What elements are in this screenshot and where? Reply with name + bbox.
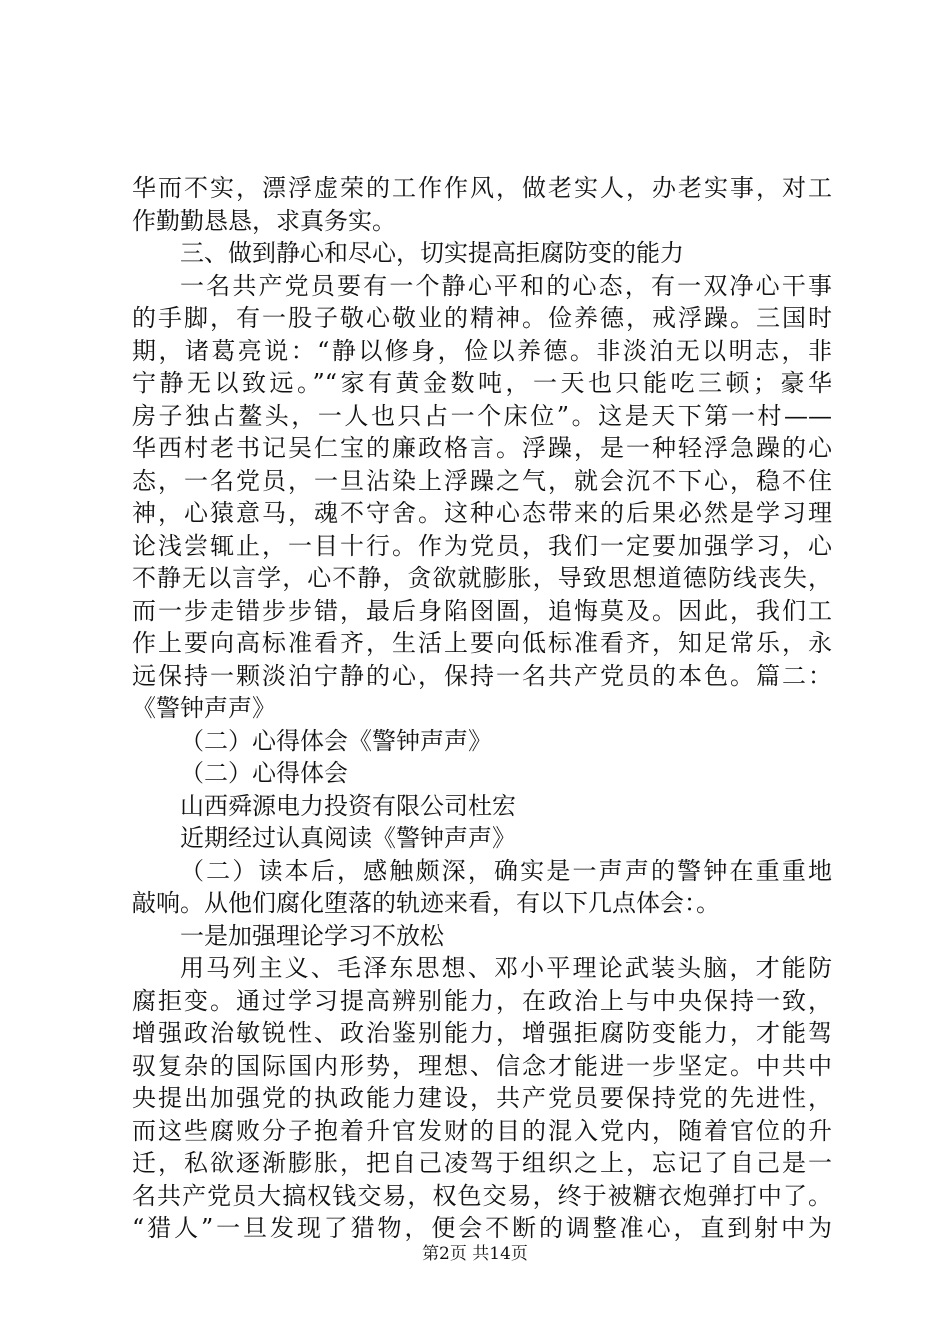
text-line: 态，一名党员，一旦沾染上浮躁之气，就会沉不下心，稳不住 (132, 466, 832, 495)
text-line: 一名共产党员要有一个静心平和的心态，有一双净心干事 (180, 271, 832, 300)
text-line: 腐拒变。通过学习提高辨别能力，在政治上与中央保持一致， (132, 986, 832, 1015)
text-line: 迁，私欲逐渐膨胀，把自己凌驾于组织之上，忘记了自己是一 (132, 1149, 832, 1177)
text-line: 房子独占鳌头，一人也只占一个床位”。这是天下第一村—— (132, 401, 832, 430)
text-line: 《警钟声声》 (132, 694, 276, 722)
text-line: 华西村老书记吴仁宝的廉政格言。浮躁，是一种轻浮急躁的心 (132, 434, 832, 462)
author-line: 山西舜源电力投资有限公司杜宏 (180, 791, 516, 820)
text-line: 远保持一颗淡泊宁静的心，保持一名共产党员的本色。篇二： (132, 661, 832, 690)
text-line: 的手脚，有一股子敬心敬业的精神。俭养德，戒浮躁。三国时 (132, 304, 832, 332)
text-line: 不静无以言学，心不静，贪欲就膨胀，导致思想道德防线丧失， (132, 564, 832, 592)
text-line: 增强政治敏锐性、政治鉴别能力，增强拒腐防变能力，才能驾 (132, 1019, 832, 1047)
subheading: （二）心得体会《警钟声声》 (180, 726, 492, 755)
page-number-footer: 第2页 共14页 (422, 1244, 528, 1264)
text-line: “猎人”一旦发现了猎物，便会不断的调整准心，直到射中为 (132, 1214, 832, 1242)
text-line: 作勤勤恳恳，求真务实。 (132, 206, 396, 235)
text-line: 名共产党员大搞权钱交易，权色交易，终于被糖衣炮弹打中了。 (132, 1181, 832, 1210)
text-line: 作上要向高标准看齐，生活上要向低标准看齐，知足常乐，永 (132, 629, 832, 657)
text-line: 敲响。从他们腐化堕落的轨迹来看，有以下几点体会：。 (132, 889, 720, 917)
section-heading: 三、做到静心和尽心，切实提高拒腐防变的能力 (180, 239, 684, 267)
text-line: 央提出加强党的执政能力建设，共产党员要保持党的先进性， (132, 1084, 832, 1112)
subheading: （二）心得体会 (180, 759, 348, 787)
text-line: 宁静无以致远。”“家有黄金数吨，一天也只能吃三顿；豪华 (132, 369, 832, 397)
text-line: 而一步走错步步错，最后身陷囹圄，追悔莫及。因此，我们工 (132, 596, 832, 625)
point-heading: 一是加强理论学习不放松 (180, 921, 444, 950)
text-line: 论浅尝辄止，一目十行。作为党员，我们一定要加强学习，心 (132, 531, 832, 560)
text-line: 华而不实，漂浮虚荣的工作作风，做老实人，办老实事，对工 (132, 174, 832, 202)
text-line: 用马列主义、毛泽东思想、邓小平理论武装头脑，才能防 (180, 954, 832, 982)
text-line: （二）读本后，感触颇深，确实是一声声的警钟在重重地 (180, 856, 832, 885)
body-text (132, 172, 832, 1245)
text-line: 而这些腐败分子抱着升官发财的目的混入党内，随着官位的升 (132, 1116, 832, 1145)
text-line: 期，诸葛亮说：“静以修身，俭以养德。非淡泊无以明志，非 (132, 336, 832, 365)
text-line: 近期经过认真阅读《警钟声声》 (180, 824, 516, 852)
text-line: 驭复杂的国际国内形势，理想、信念才能进一步坚定。中共中 (132, 1051, 832, 1080)
text-line: 神，心猿意马，魂不守舍。这种心态带来的后果必然是学习理 (132, 499, 832, 527)
